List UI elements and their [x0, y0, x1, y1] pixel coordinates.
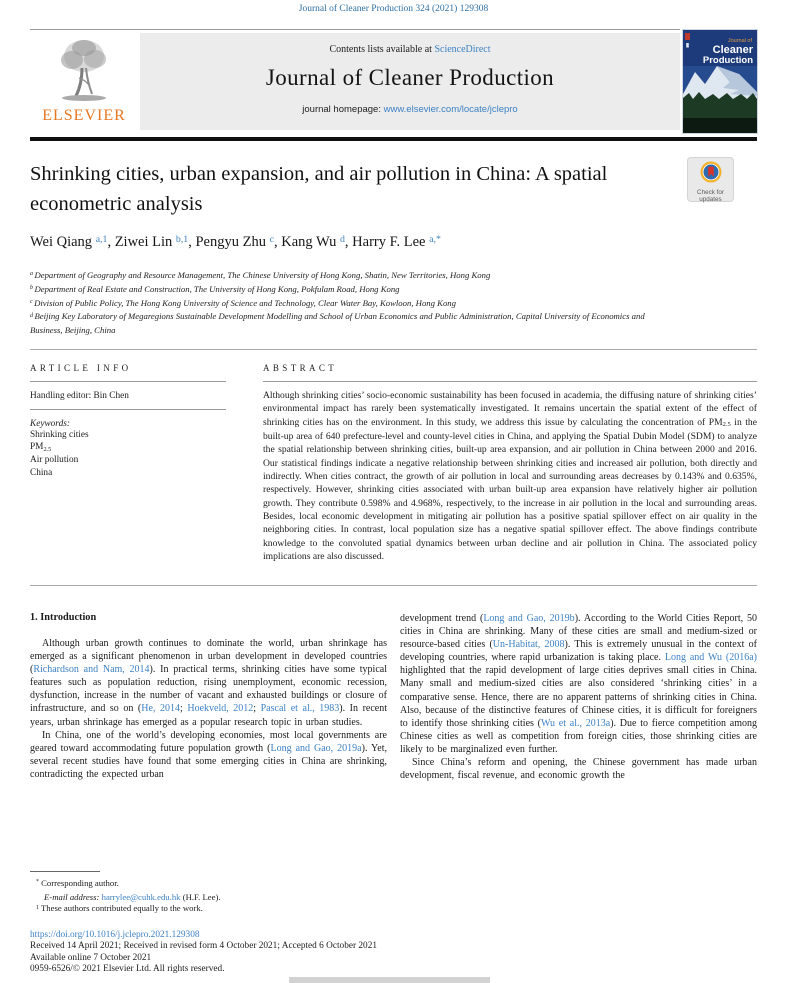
corresponding-author-note	[30, 878, 500, 892]
text-segment: in the built-up area of 640 prefecture-level and county-level cities in China, and applying the Spatial Dubin Model (SDM) to analyze the spatial relationship between shrinking cities, built-up area expansion, and air pollution in China between 2000 and 2016. Our statistical findings indicate a negative relationship between shrinking cities and increased air pollution, both directly and indirectly. When cities contract, the growth of air pollution in local and surrounding areas decreases by 0.143% and 0.635%, respectively. However, shrinking cities associated with urban built-up area expansion have relatively higher air pollution growth. They contribute 0.598% and 4.968%, respectively, to the increase in air pollution in the local and surrounding areas. Besides, local economic development in mitigating air pollution has a positive spatial spillover effect on air quality in the neighboring cities. In contrast, local population size has a negative spatial spillover effect. The above findings contribute knowledge to the convoluted spatial dynamics between urban decline and air pollution in China. The associated policy implications are also discussed.	[263, 416, 757, 563]
text-segment: Air pollution	[30, 455, 79, 466]
elsevier-wordmark: ELSEVIER	[42, 107, 126, 124]
text-segment: c	[30, 298, 35, 305]
journal-cover-art	[683, 30, 757, 133]
text-segment: ). According to the World Cities Report, 50 cities in China are shrinking. Many of these cities are small and medium-sized or resource-based cities (	[400, 613, 757, 651]
affiliations	[30, 270, 670, 337]
email-note	[30, 892, 500, 904]
equal-contribution-note	[30, 903, 500, 917]
inline-link[interactable]: Long and Gao, 2019a	[270, 742, 362, 754]
abstract-rule	[263, 381, 757, 382]
text-segment: Although urban growth continues to dominate the world, urban shrinkage has emerged as a significant phenomenon in urban development in developed countries (	[30, 638, 387, 676]
text-segment: ). This is extremely unusual in the context of developing countries, where rapid urbanization is taking place.	[400, 639, 757, 664]
badge-label	[688, 189, 733, 203]
text-segment: These authors contributed equally to the work.	[38, 903, 203, 914]
inline-link[interactable]: Un-Habitat, 2008	[492, 639, 565, 651]
check-for-updates-icon	[699, 160, 723, 184]
text-segment: , Kang Wu	[273, 234, 340, 250]
text-segment: d	[30, 312, 35, 319]
inline-link[interactable]: c	[269, 233, 274, 245]
masthead-box	[140, 33, 680, 130]
text-segment: Wei Qiang	[30, 234, 96, 250]
text-segment: , Ziwei Lin	[107, 234, 176, 250]
text-segment: In China, one of the world’s developing economies, most local governments are geared toward accommodating future population growth (	[30, 729, 387, 754]
badge-label-line1: Check for	[697, 189, 724, 196]
text-segment: Department of Geography and Resource Management, The Chinese University of Hong Kong, Shatin, New Territories, Hong Kong	[34, 270, 491, 280]
keyword-shrinking-cities	[30, 429, 226, 441]
inline-link[interactable]: a,*	[429, 233, 441, 245]
affiliation-line-a	[30, 270, 670, 284]
inline-link[interactable]: harrylee@cuhk.edu.hk	[101, 891, 181, 902]
homepage-link[interactable]: www.elsevier.com/locate/jclepro	[383, 104, 518, 115]
text-segment: Since China’s reform and opening, the Chinese government has made urban development, fiscal revenue, and economic growth the	[400, 757, 757, 782]
text-segment: highlighted that the rapid development of large cities deprives small cities in China. Many small and medium-sized cities are also considered ‘shrinking cities’ in a comparative sense. Hence, there are no apparent patterns of shrinking cities in China. Also, because of the distinctive features of Chinese cities, it is difficult for foreigners to identify those shrinking cities (	[400, 665, 757, 729]
journal-cover-thumbnail[interactable]	[683, 30, 757, 133]
inline-link[interactable]: a,1	[95, 233, 108, 245]
inline-link[interactable]: Long and Gao, 2019b	[483, 613, 575, 624]
cover-title-line2: Production	[702, 55, 753, 66]
contents-line	[140, 44, 680, 55]
footnote-divider	[30, 871, 100, 872]
elsevier-tree-icon	[45, 34, 123, 106]
text-segment: , Harry F. Lee	[344, 234, 430, 250]
intro-paragraph-2	[30, 729, 387, 781]
affiliation-line-c	[30, 298, 670, 312]
elsevier-logo[interactable]	[32, 34, 136, 136]
inline-link[interactable]: d	[339, 233, 345, 245]
intro-paragraph-1	[30, 637, 387, 729]
check-for-updates-badge[interactable]	[687, 157, 734, 202]
text-segment: *	[36, 879, 39, 886]
cover-title-line1: Cleaner	[712, 44, 753, 56]
text-segment: b	[30, 285, 35, 292]
article-info-rule-1	[30, 381, 226, 382]
badge-label-line2: updates	[699, 196, 722, 203]
text-segment: ). Due to fierce competition among Chinese cities as well as competition from foreign cities, those shrinking cities are likely to be marginalized even further.	[400, 717, 757, 755]
homepage-prefix: journal homepage:	[302, 104, 384, 115]
inline-link[interactable]: He, 2014	[141, 703, 180, 715]
intro-paragraph-4	[400, 756, 757, 782]
text-segment: Although shrinking cities’ socio-economic sustainability has been focused in academia, the diffusing nature of shrinking cities’ environmental impact has rarely been systematically investigated. It remains uncertain the spatial extent of the effect of shrinking cities has on the environment. In this study, we address this issue by calculating the concentration of PM	[263, 390, 757, 428]
abstract-heading: ABSTRACT	[263, 363, 338, 373]
available-online: Available online 7 October 2021	[30, 952, 152, 963]
keywords-label: Keywords:	[30, 419, 70, 429]
article-info-column	[30, 363, 226, 479]
contents-prefix: Contents lists available at	[329, 44, 435, 55]
inline-link[interactable]: Pascal et al., 1983	[260, 703, 340, 715]
header-section-divider	[30, 349, 757, 350]
authors-line	[30, 234, 730, 251]
text-segment: (H.F. Lee).	[180, 891, 221, 902]
text-segment: ). Yet, several recent studies have found that some emerging cities in China are shrinking, contradicting the expected urban	[30, 742, 387, 780]
article-info-rule-2	[30, 409, 226, 410]
masthead-top-rule	[30, 29, 680, 30]
inline-link[interactable]: Richardson and Nam, 2014	[33, 664, 150, 676]
text-segment: China	[30, 467, 53, 478]
article-title: Shrinking cities, urban expansion, and air pollution in China: A spatial econometric analysis	[30, 163, 608, 215]
doi-link[interactable]: https://doi.org/10.1016/j.jclepro.2021.129308	[30, 930, 200, 940]
text-segment: PM	[30, 442, 44, 453]
text-segment: ). In recent years, urban shrinkage has emerged as a popular research topic in urban studies.	[30, 703, 387, 728]
running-head-citation: Journal of Cleaner Production 324 (2021) 129308	[298, 4, 489, 14]
text-segment: development trend (	[400, 613, 484, 624]
handling-editor: Handling editor: Bin Chen	[30, 391, 129, 401]
text-segment: ). In practical terms, shrinking cities have some typical features such as population reduction, rising unemployment, economic recession, dysfunction, increase in the number of vacant and exhausted buildings or closure of infrastructure, and so on (	[30, 664, 387, 715]
footnotes	[30, 871, 500, 917]
text-segment: 2.5	[43, 445, 52, 453]
article-info-heading: ARTICLE INFO	[30, 363, 132, 373]
section-heading-introduction: 1. Introduction	[30, 612, 97, 623]
text-segment: a	[30, 271, 35, 278]
sciencedirect-link[interactable]: ScienceDirect	[434, 44, 491, 55]
text-segment: E-mail address:	[44, 891, 100, 902]
abstract-column	[263, 363, 757, 563]
masthead-bottom-rule	[30, 137, 757, 141]
text-segment: Beijing Key Laboratory of Megaregions Sustainable Development Modelling and School of Urban Economics and Public Administration, Capital University of Economics and Business, Beijing, China	[30, 311, 645, 336]
text-segment: ;	[253, 703, 261, 715]
homepage-line	[140, 104, 680, 115]
received-dates: Received 14 April 2021; Received in revised form 4 October 2021; Accepted 6 October 2021	[30, 941, 377, 952]
text-segment: , Pengyu Zhu	[188, 234, 270, 250]
intro-left-column	[30, 612, 387, 781]
text-segment: Division of Public Policy, The Hong Kong University of Science and Technology, Clear Water Bay, Kowloon, Hong Kong	[34, 297, 456, 308]
intro-right-column	[400, 612, 757, 782]
inline-link[interactable]: Wu et al., 2013a	[541, 717, 611, 729]
keyword-pm25	[30, 441, 226, 454]
keyword-china	[30, 467, 226, 479]
text-segment: Shrinking cities	[30, 430, 89, 440]
journal-title: Journal of Cleaner Production	[265, 65, 555, 90]
intro-paragraph-3	[400, 612, 757, 756]
bottom-partial-bar	[289, 977, 490, 983]
inline-link[interactable]: b,1	[175, 233, 189, 245]
publication-info	[30, 930, 730, 976]
text-segment: 2.5	[722, 421, 731, 429]
affiliation-line-b	[30, 284, 670, 298]
abstract-body	[263, 389, 757, 563]
abstract-bottom-divider	[30, 585, 757, 586]
inline-link[interactable]: Hoekveld, 2012	[187, 703, 254, 715]
inline-link[interactable]: Long and Wu (2016a)	[664, 652, 757, 664]
cover-journal-of-label: Journal of	[727, 38, 752, 44]
text-segment: 1	[36, 904, 39, 911]
text-segment: Corresponding author.	[38, 878, 119, 888]
keyword-air-pollution	[30, 454, 226, 466]
text-segment: ;	[180, 703, 188, 715]
issn-copyright: 0959-6526/© 2021 Elsevier Ltd. All rights reserved.	[30, 964, 225, 975]
text-segment: Department of Real Estate and Construction, The University of Hong Kong, Pokfulam Road, Hong Kong	[34, 283, 400, 294]
affiliation-line-d	[30, 311, 670, 337]
